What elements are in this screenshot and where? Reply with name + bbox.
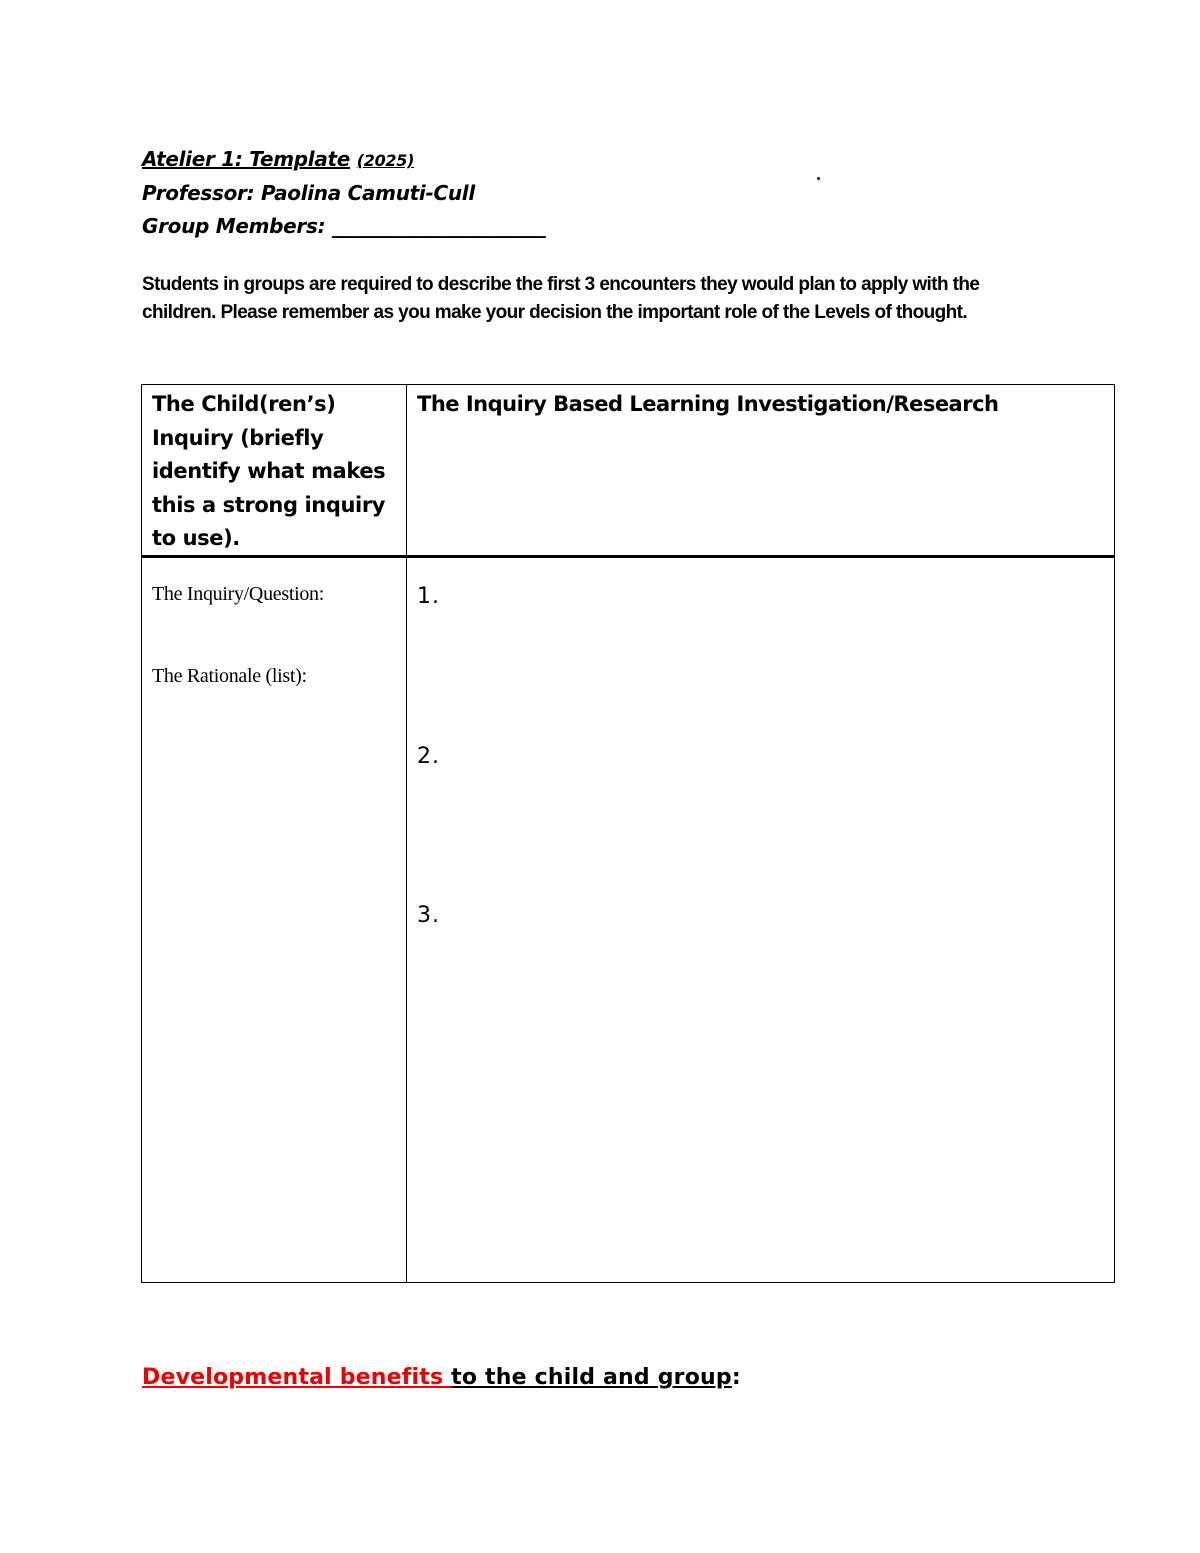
list-item: 3. <box>417 903 440 928</box>
group-members-blank: ______________________ <box>331 214 546 238</box>
table-header-child-inquiry: The Child(ren’s) Inquiry (briefly identify what makes this a strong inquiry to use). <box>152 392 386 551</box>
document-title <box>142 146 414 174</box>
rationale-label: The Rationale (list): <box>152 665 307 687</box>
instructions-paragraph: Students in groups are required to describe the first 3 encounters they would plan to apply with the children. Please remember as you make your decision the important role of the Levels of thought. <box>142 274 980 323</box>
benefits-colon: : <box>731 1365 741 1390</box>
developmental-benefits-heading <box>142 1364 741 1392</box>
benefits-red-text: Developmental benefits <box>142 1365 452 1390</box>
group-members-line <box>142 213 545 239</box>
professor-line: Professor: Paolina Camuti-Cull <box>142 181 475 205</box>
list-item: 1. <box>417 584 440 609</box>
list-item: 2. <box>417 744 440 769</box>
title-year: (2025) <box>356 151 415 170</box>
benefits-black-text: to the child and group <box>451 1365 732 1390</box>
inquiry-table <box>141 384 1115 1283</box>
inquiry-question-label: The Inquiry/Question: <box>152 583 325 605</box>
group-members-label: Group Members: <box>142 214 326 238</box>
table-header-investigation: The Inquiry Based Learning Investigation/Research <box>417 392 999 416</box>
table-column-divider <box>406 385 407 1282</box>
title-main: Atelier 1: Template <box>142 147 351 171</box>
stray-dot-mark <box>817 177 820 180</box>
